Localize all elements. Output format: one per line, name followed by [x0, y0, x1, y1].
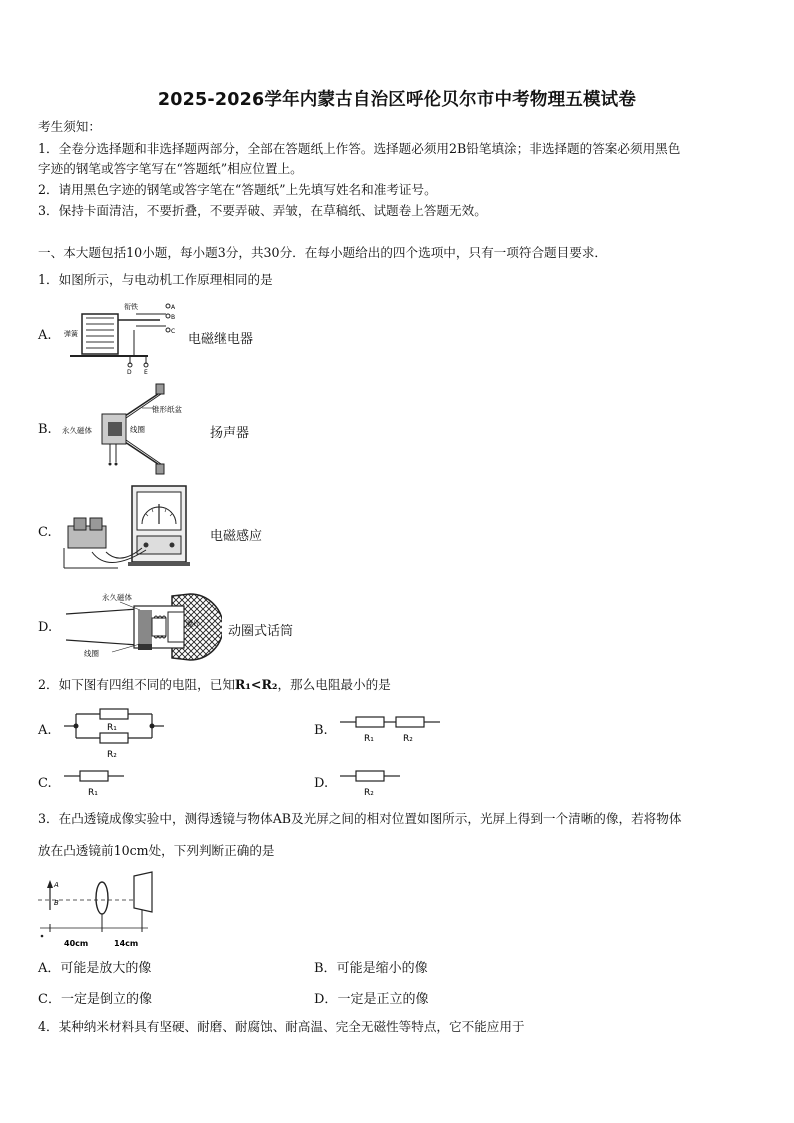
notice-item-3: 3．保持卡面清洁，不要折叠，不要弄破、弄皱，在草稿纸、试题卷上答题无效。: [38, 203, 487, 218]
parallel-r2-label: R₂: [107, 750, 117, 760]
dynamic-microphone-figure: [62, 588, 222, 664]
speaker-coil-label: 线圈: [130, 425, 145, 434]
loudspeaker-figure: [62, 382, 202, 478]
q1-option-c-letter: C.: [38, 525, 52, 540]
q3-option-d-letter: D．: [314, 992, 338, 1007]
object-point-a: A: [54, 881, 59, 889]
question-2-stem: [38, 675, 391, 695]
question-3-stem-line2: 放在凸透镜前10cm处，下列判断正确的是: [38, 843, 275, 858]
series-resistors-figure: [338, 712, 442, 748]
q1-option-b-letter: B.: [38, 422, 52, 437]
parallel-r1-label: R₁: [107, 723, 117, 733]
mic-magnet-label: 永久磁体: [102, 593, 132, 602]
q1-option-a-letter: A.: [38, 328, 52, 343]
q3-option-a-text: 可能是放大的像: [60, 961, 152, 976]
q2-option-b-letter: B.: [314, 723, 328, 738]
q3-option-c: [38, 988, 152, 1007]
single-r2-label: R₂: [364, 788, 374, 798]
distance-object-lens: 40cm: [64, 939, 89, 948]
single-resistor-r2-figure: [338, 766, 402, 800]
q2-stem-pre: 2．如下图有四组不同的电阻，已知: [38, 677, 235, 692]
section-heading: 一、本大题包括10小题，每小题3分，共30分．在每小题给出的四个选项中，只有一项符合题目要求．: [38, 245, 608, 260]
mic-diaphragm-label: 膜片: [186, 620, 200, 628]
q3-option-b-text: 可能是缩小的像: [336, 961, 428, 976]
electromagnetic-relay-figure: [64, 300, 176, 376]
distance-lens-screen: 14cm: [114, 939, 139, 948]
q3-option-c-text: 一定是倒立的像: [60, 992, 152, 1007]
relay-terminal-b: B: [171, 314, 176, 321]
single-r1-label: R₁: [88, 788, 98, 798]
series-r1-label: R₁: [364, 734, 374, 744]
relay-spring-label: 弹簧: [64, 330, 78, 338]
notice-item-1-cont: 字迹的钢笔或答字笔写在“答题纸”相应位置上。: [38, 161, 303, 176]
q1-option-a-label: 电磁继电器: [188, 332, 254, 347]
relay-terminal-d: D: [127, 369, 132, 376]
notice-heading: 考生须知：: [38, 119, 101, 134]
q2-stem-relation: R₁<R₂: [234, 677, 278, 692]
q1-option-d-label: 动圈式话筒: [228, 624, 294, 639]
question-3-stem-line1: 3．在凸透镜成像实验中，测得透镜与物体AB及光屏之间的相对位置如图所示，光屏上得到一个清晰的像，若将物体: [38, 811, 682, 826]
speaker-cone-label: 锥形纸盆: [152, 405, 182, 414]
question-1-stem: 1．如图所示，与电动机工作原理相同的是: [38, 272, 273, 287]
object-point-b: B: [54, 899, 59, 907]
notice-item-1: 1．全卷分选择题和非选择题两部分，全部在答题纸上作答。选择题必须用2B铅笔填涂；非选择题的答案必须用黑色: [38, 141, 681, 156]
convex-lens-experiment-figure: [36, 870, 164, 952]
single-resistor-r1-figure: [62, 766, 126, 800]
q3-option-d: [314, 988, 428, 1007]
series-r2-label: R₂: [403, 734, 413, 744]
relay-terminal-e: E: [144, 369, 148, 376]
mic-coil-label: 线圈: [84, 649, 99, 658]
q3-option-a-letter: A．: [38, 961, 61, 976]
relay-terminal-a: A: [171, 304, 176, 311]
q1-option-c-label: 电磁感应: [210, 529, 263, 544]
q3-option-d-text: 一定是正立的像: [337, 992, 429, 1007]
speaker-magnet-label: 永久磁体: [62, 426, 92, 435]
relay-armature-label: 衔铁: [124, 303, 138, 311]
parallel-resistors-figure: [60, 698, 168, 764]
q3-option-c-letter: C．: [38, 992, 61, 1007]
q2-option-a-letter: A.: [38, 723, 52, 738]
q3-option-b: [314, 957, 428, 976]
notice-item-2: 2．请用黑色字迹的钢笔或答字笔在“答题纸”上先填写姓名和准考证号。: [38, 182, 437, 197]
electromagnetic-induction-figure: [62, 482, 192, 580]
q1-option-b-label: 扬声器: [210, 426, 250, 441]
q1-option-d-letter: D.: [38, 620, 53, 635]
q2-stem-post: ，那么电阻最小的是: [277, 677, 391, 692]
question-4-stem: 4．某种纳米材料具有坚硬、耐磨、耐腐蚀、耐高温、完全无磁性等特点，它不能应用于: [38, 1019, 525, 1034]
q3-option-a: [38, 957, 151, 976]
relay-terminal-c: C: [171, 328, 176, 335]
page-title: 2025-2026学年内蒙古自治区呼伦贝尔市中考物理五模试卷: [157, 90, 637, 110]
q2-option-c-letter: C.: [38, 776, 52, 791]
q2-option-d-letter: D.: [314, 776, 329, 791]
q3-option-b-letter: B．: [314, 961, 337, 976]
